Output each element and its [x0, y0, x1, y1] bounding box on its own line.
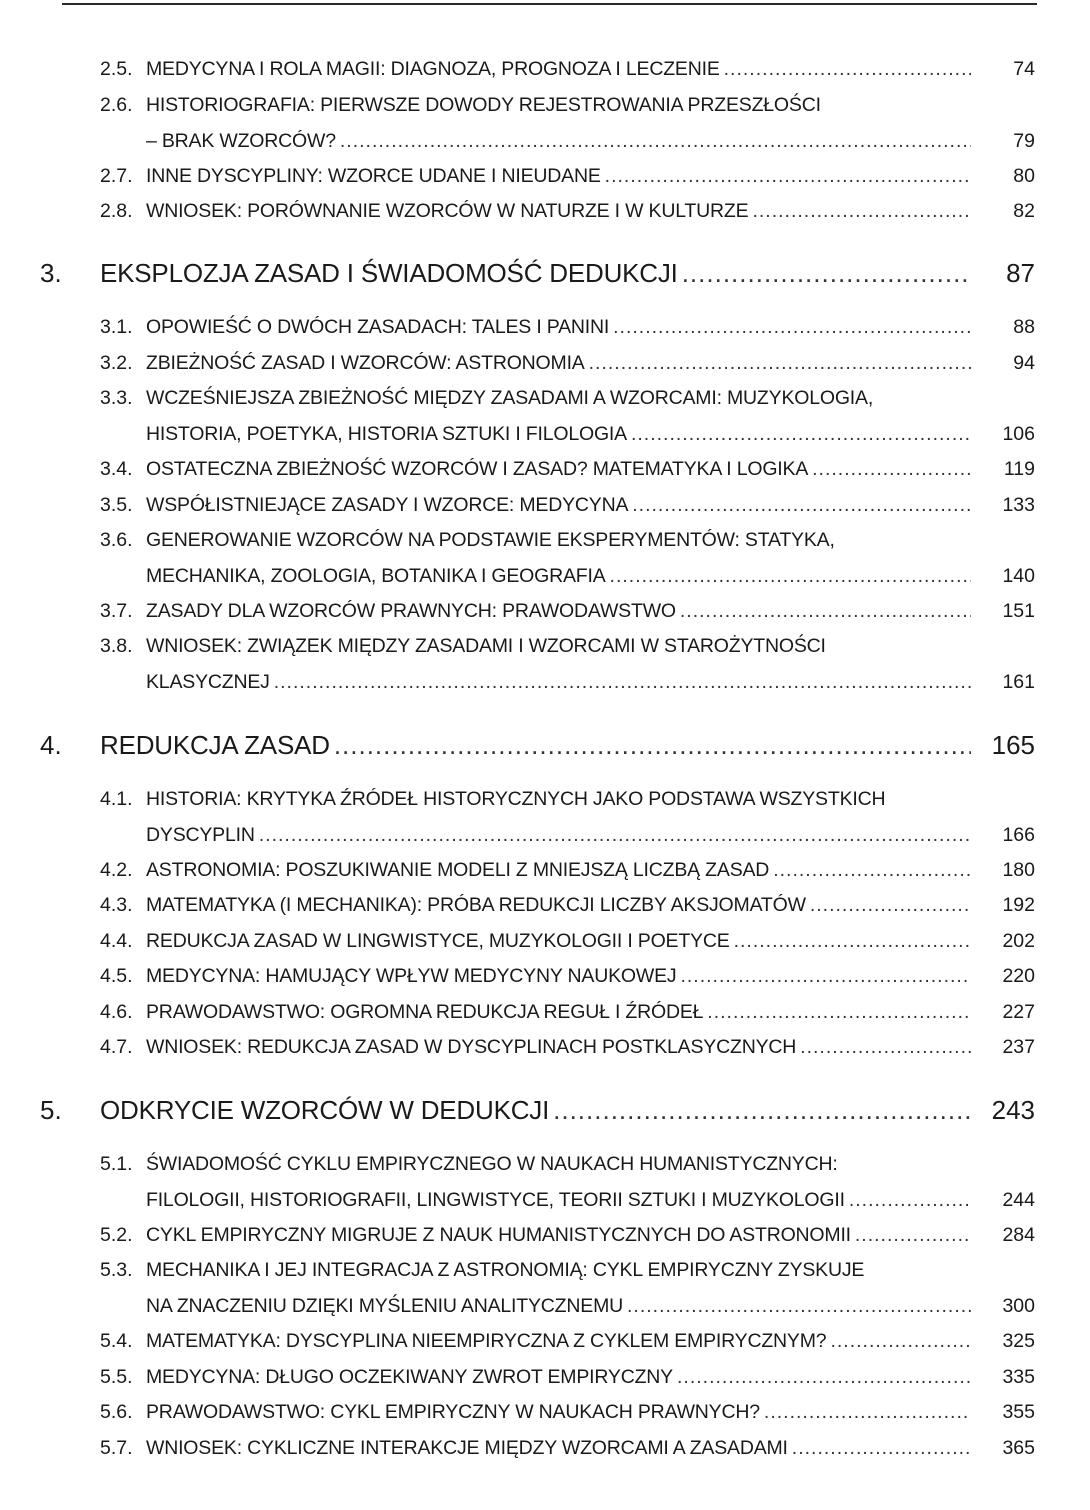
dot-leader	[792, 1437, 971, 1460]
section-number: 3.6.	[100, 529, 133, 551]
dot-leader	[682, 258, 971, 289]
dot-leader	[627, 1295, 971, 1318]
section-title: WSPÓŁISTNIEJĄCE ZASADY I WZORCE: MEDYCYNA	[146, 494, 629, 516]
section-title: MATEMATYKA: DYSCYPLINA NIEEMPIRYCZNA Z CYKLEM EMPIRYCZNYM?	[146, 1330, 827, 1352]
dot-leader	[605, 165, 971, 188]
section-number: 5.6.	[100, 1401, 133, 1423]
section-title: OSTATECZNA ZBIEŻNOŚĆ WZORCÓW I ZASAD? MATEMATYKA I LOGIKA	[146, 458, 809, 480]
section-title: WNIOSEK: CYKLICZNE INTERAKCJE MIĘDZY WZORCAMI A ZASADAMI	[146, 1437, 788, 1459]
page-number: 119	[1003, 458, 1035, 480]
section-title: OPOWIEŚĆ O DWÓCH ZASADACH: TALES I PANINI	[146, 316, 610, 338]
dot-leader	[752, 200, 971, 223]
page-number: 87	[1006, 258, 1035, 288]
section-title: HISTORIOGRAFIA: PIERWSZE DOWODY REJESTROWANIA PRZESZŁOŚCI	[146, 94, 821, 116]
section-number: 3.5.	[100, 494, 133, 516]
chapter-title: REDUKCJA ZASAD	[100, 730, 330, 760]
section-title: GENEROWANIE WZORCÓW NA PODSTAWIE EKSPERYMENTÓW: STATYKA,	[146, 529, 835, 551]
page-number: 335	[1002, 1366, 1035, 1388]
page-number: 79	[1013, 130, 1035, 152]
page-number: 355	[1002, 1401, 1035, 1423]
page-number: 220	[1002, 965, 1035, 987]
page-number: 192	[1002, 894, 1035, 916]
section-number: 4.5.	[100, 965, 133, 987]
section-title: PRAWODAWSTWO: CYKL EMPIRYCZNY W NAUKACH PRAWNYCH?	[146, 1401, 760, 1423]
section-number: 2.8.	[100, 200, 133, 222]
section-title: NA ZNACZENIU DZIĘKI MYŚLENIU ANALITYCZNEMU	[146, 1295, 624, 1317]
section-title: MEDYCYNA: HAMUJĄCY WPŁYW MEDYCYNY NAUKOWEJ	[146, 965, 677, 987]
dot-leader	[632, 494, 971, 517]
section-title: FILOLOGII, HISTORIOGRAFII, LINGWISTYCE, TEORII SZTUKI I MUZYKOLOGII	[146, 1189, 845, 1211]
section-title: REDUKCJA ZASAD W LINGWISTYCE, MUZYKOLOGII I POETYCE	[146, 930, 730, 952]
section-title: KLASYCZNEJ	[146, 671, 270, 693]
page-number: 88	[1013, 316, 1035, 338]
page-number: 243	[991, 1095, 1035, 1125]
dot-leader	[800, 1036, 971, 1059]
section-number: 3.3.	[100, 387, 133, 409]
section-number: 4.7.	[100, 1036, 133, 1058]
dot-leader	[764, 1401, 971, 1424]
page-number: 227	[1002, 1001, 1035, 1023]
section-title: MEDYCYNA I ROLA MAGII: DIAGNOZA, PROGNOZA I LECZENIE	[146, 58, 720, 80]
dot-leader	[812, 458, 971, 481]
dot-leader	[631, 423, 971, 446]
dot-leader	[680, 600, 971, 623]
dot-leader	[259, 824, 971, 847]
section-title: MECHANIKA I JEJ INTEGRACJA Z ASTRONOMIĄ: CYKL EMPIRYCZNY ZYSKUJE	[146, 1259, 865, 1281]
section-number: 2.5.	[100, 58, 133, 80]
dot-leader	[613, 316, 971, 339]
section-number: 4.6.	[100, 1001, 133, 1023]
page-number: 133	[1002, 494, 1035, 516]
dot-leader	[334, 730, 971, 761]
chapter-number: 5.	[40, 1095, 62, 1125]
section-number: 4.3.	[100, 894, 133, 916]
chapter-number: 4.	[40, 730, 62, 760]
section-title: MEDYCYNA: DŁUGO OCZEKIWANY ZWROT EMPIRYCZNY	[146, 1366, 673, 1388]
section-title: INNE DYSCYPLINY: WZORCE UDANE I NIEUDANE	[146, 165, 601, 187]
dot-leader	[553, 1095, 971, 1126]
section-number: 3.7.	[100, 600, 133, 622]
page-number: 74	[1013, 58, 1035, 80]
dot-leader	[810, 894, 971, 917]
dot-leader	[724, 58, 971, 81]
section-title: ŚWIADOMOŚĆ CYKLU EMPIRYCZNEGO W NAUKACH HUMANISTYCZNYCH:	[146, 1153, 838, 1175]
section-number: 4.1.	[100, 788, 133, 810]
page-number: 180	[1002, 859, 1035, 881]
section-number: 2.6.	[100, 94, 133, 116]
section-title: WNIOSEK: REDUKCJA ZASAD W DYSCYPLINACH POSTKLASYCZNYCH	[146, 1036, 797, 1058]
section-number: 5.7.	[100, 1437, 133, 1459]
dot-leader	[734, 930, 971, 953]
page-number: 325	[1002, 1330, 1035, 1352]
section-title: WNIOSEK: ZWIĄZEK MIĘDZY ZASADAMI I WZORCAMI W STAROŻYTNOŚCI	[146, 635, 826, 657]
section-number: 3.1.	[100, 316, 133, 338]
dot-leader	[773, 859, 971, 882]
page-number: 140	[1002, 565, 1035, 587]
section-number: 5.1.	[100, 1153, 133, 1175]
section-title: ZASADY DLA WZORCÓW PRAWNYCH: PRAWODAWSTWO	[146, 600, 676, 622]
page-number: 165	[991, 730, 1035, 760]
page-number: 365	[1002, 1437, 1035, 1459]
page-number: 202	[1002, 930, 1035, 952]
page-number: 80	[1013, 165, 1035, 187]
section-title: – BRAK WZORCÓW?	[146, 130, 336, 152]
page-number: 300	[1002, 1295, 1035, 1317]
dot-leader	[589, 352, 971, 375]
section-number: 4.2.	[100, 859, 133, 881]
dot-leader	[610, 565, 971, 588]
section-number: 3.2.	[100, 352, 133, 374]
section-title: HISTORIA, POETYKA, HISTORIA SZTUKI I FILOLOGIA	[146, 423, 627, 445]
section-number: 3.8.	[100, 635, 133, 657]
section-title: WNIOSEK: PORÓWNANIE WZORCÓW W NATURZE I W KULTURZE	[146, 200, 749, 222]
section-title: WCZEŚNIEJSZA ZBIEŻNOŚĆ MIĘDZY ZASADAMI A WZORCAMI: MUZYKOLOGIA,	[146, 387, 874, 409]
page-number: 244	[1002, 1189, 1035, 1211]
chapter-number: 3.	[40, 258, 62, 288]
section-number: 5.3.	[100, 1259, 133, 1281]
chapter-title: ODKRYCIE WZORCÓW W DEDUKCJI	[100, 1095, 550, 1125]
section-title: MATEMATYKA (I MECHANIKA): PRÓBA REDUKCJI LICZBY AKSJOMATÓW	[146, 894, 806, 916]
page-number: 161	[1002, 671, 1035, 693]
page-number: 94	[1013, 352, 1035, 374]
page-number: 166	[1002, 824, 1035, 846]
section-number: 5.5.	[100, 1366, 133, 1388]
chapter-title: EKSPLOZJA ZASAD I ŚWIADOMOŚĆ DEDUKCJI	[100, 258, 678, 288]
section-title: PRAWODAWSTWO: OGROMNA REDUKCJA REGUŁ I ŹRÓDEŁ	[146, 1001, 704, 1023]
section-number: 5.4.	[100, 1330, 133, 1352]
dot-leader	[707, 1001, 971, 1024]
top-rule	[62, 3, 1037, 5]
section-title: CYKL EMPIRYCZNY MIGRUJE Z NAUK HUMANISTYCZNYCH DO ASTRONOMII	[146, 1224, 851, 1246]
page-number: 82	[1013, 200, 1035, 222]
page-number: 237	[1002, 1036, 1035, 1058]
dot-leader	[677, 1366, 971, 1389]
dot-leader	[274, 671, 971, 694]
section-title: ASTRONOMIA: POSZUKIWANIE MODELI Z MNIEJSZĄ LICZBĄ ZASAD	[146, 859, 770, 881]
section-title: DYSCYPLIN	[146, 824, 255, 846]
dot-leader	[830, 1330, 971, 1353]
dot-leader	[340, 130, 971, 153]
section-title: ZBIEŻNOŚĆ ZASAD I WZORCÓW: ASTRONOMIA	[146, 352, 585, 374]
section-number: 3.4.	[100, 458, 133, 480]
dot-leader	[680, 965, 971, 988]
dot-leader	[855, 1224, 971, 1247]
section-title: HISTORIA: KRYTYKA ŹRÓDEŁ HISTORYCZNYCH JAKO PODSTAWA WSZYSTKICH	[146, 788, 886, 810]
dot-leader	[849, 1189, 971, 1212]
section-number: 2.7.	[100, 165, 133, 187]
page-number: 106	[1002, 423, 1035, 445]
section-title: MECHANIKA, ZOOLOGIA, BOTANIKA I GEOGRAFIA	[146, 565, 606, 587]
section-number: 5.2.	[100, 1224, 133, 1246]
page-number: 151	[1002, 600, 1035, 622]
page-number: 284	[1002, 1224, 1035, 1246]
section-number: 4.4.	[100, 930, 133, 952]
